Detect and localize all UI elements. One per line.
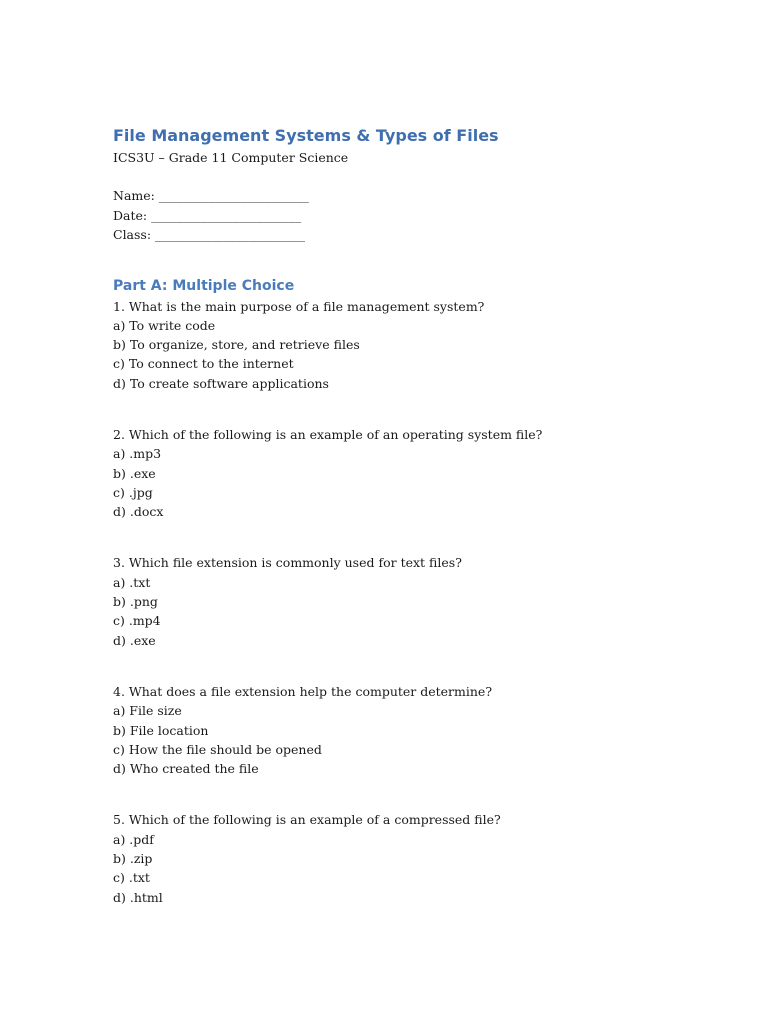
option-d: d) To create software applications bbox=[113, 375, 329, 391]
option-a: a) .txt bbox=[113, 574, 151, 590]
class-field-blank: ________________________ bbox=[155, 227, 306, 242]
option-d: d) .html bbox=[113, 889, 163, 905]
question-1 bbox=[113, 297, 693, 393]
document-subtitle: ICS3U – Grade 11 Computer Science bbox=[113, 150, 349, 165]
student-info-fields bbox=[113, 186, 693, 245]
name-field bbox=[113, 186, 693, 206]
date-field-blank: ________________________ bbox=[151, 207, 302, 223]
option-c: c) .mp4 bbox=[113, 613, 161, 629]
class-field bbox=[113, 225, 693, 245]
question-5 bbox=[113, 810, 693, 906]
worksheet-page bbox=[113, 124, 693, 907]
option-c: c) How the file should be opened bbox=[113, 741, 322, 757]
option-b: b) .png bbox=[113, 594, 158, 610]
question-text: 1. What is the main purpose of a file management system? bbox=[113, 298, 485, 314]
option-b: b) .exe bbox=[113, 465, 156, 481]
section-heading-part-a: Part A: Multiple Choice bbox=[113, 277, 295, 294]
option-a: a) .mp3 bbox=[113, 446, 162, 462]
option-c: c) To connect to the internet bbox=[113, 356, 294, 372]
option-b: b) To organize, store, and retrieve files bbox=[113, 337, 360, 353]
date-field bbox=[113, 206, 693, 226]
option-c: c) .jpg bbox=[113, 484, 153, 500]
option-a: a) .pdf bbox=[113, 831, 154, 847]
option-c: c) .txt bbox=[113, 870, 150, 886]
question-text: 4. What does a file extension help the computer determine? bbox=[113, 683, 493, 699]
question-4 bbox=[113, 682, 693, 778]
document-title: File Management Systems & Types of Files bbox=[113, 126, 499, 145]
option-d: d) .exe bbox=[113, 632, 156, 648]
option-b: b) .zip bbox=[113, 851, 153, 867]
date-field-label: Date: bbox=[113, 207, 148, 223]
option-a: a) To write code bbox=[113, 317, 216, 333]
option-d: d) Who created the file bbox=[113, 761, 259, 777]
question-text: 3. Which file extension is commonly used for text files? bbox=[113, 555, 462, 571]
question-text: 2. Which of the following is an example of an operating system file? bbox=[113, 426, 543, 442]
question-text: 5. Which of the following is an example of a compressed file? bbox=[113, 812, 501, 828]
option-b: b) File location bbox=[113, 722, 209, 738]
option-a: a) File size bbox=[113, 703, 182, 719]
class-field-label: Class: bbox=[113, 227, 152, 242]
question-3 bbox=[113, 553, 693, 649]
name-field-blank: ________________________ bbox=[158, 188, 309, 203]
name-field-label: Name: bbox=[113, 188, 155, 203]
question-list bbox=[113, 297, 693, 907]
option-d: d) .docx bbox=[113, 504, 164, 520]
question-2 bbox=[113, 425, 693, 521]
